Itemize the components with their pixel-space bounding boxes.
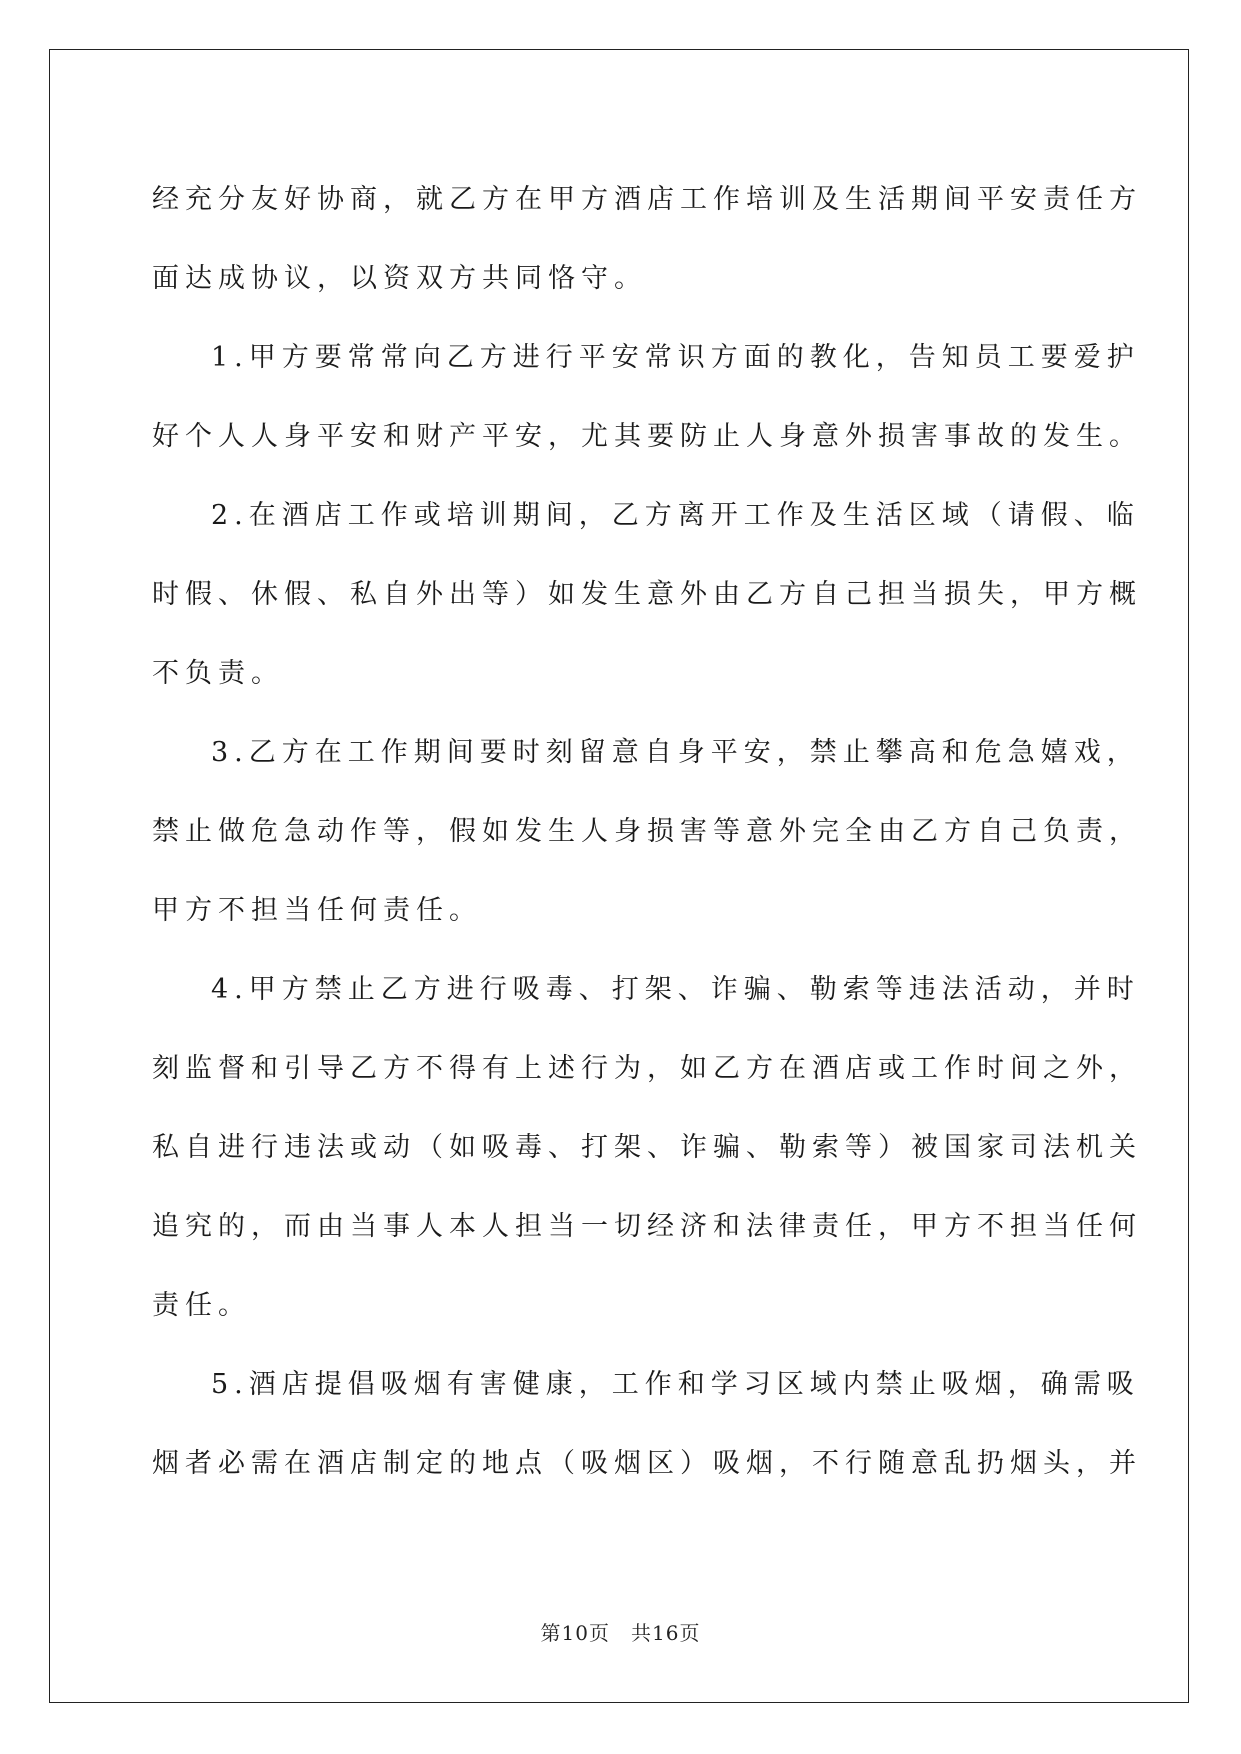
text-line: 4.甲方禁止乙方进行吸毒、打架、诈骗、勒索等违法活动，并时 bbox=[211, 974, 1140, 1005]
text-line: 追究的，而由当事人本人担当一切经济和法律责任，甲方不担当任何 bbox=[152, 1211, 1142, 1242]
text-line: 甲方不担当任何责任。 bbox=[152, 895, 482, 926]
text-line: 禁止做危急动作等，假如发生人身损害等意外完全由乙方自己负责， bbox=[152, 816, 1142, 847]
text-line: 好个人人身平安和财产平安，尤其要防止人身意外损害事故的发生。 bbox=[152, 421, 1142, 452]
text-line: 烟者必需在酒店制定的地点（吸烟区）吸烟，不行随意乱扔烟头，并 bbox=[152, 1448, 1142, 1479]
text-line: 私自进行违法或动（如吸毒、打架、诈骗、勒索等）被国家司法机关 bbox=[152, 1132, 1142, 1163]
text-line: 经充分友好协商，就乙方在甲方酒店工作培训及生活期间平安责任方 bbox=[152, 184, 1142, 215]
text-line: 2.在酒店工作或培训期间，乙方离开工作及生活区域（请假、临 bbox=[211, 500, 1140, 531]
page-number-footer: 第10页 共16页 bbox=[540, 1621, 701, 1645]
text-line: 面达成协议，以资双方共同恪守。 bbox=[152, 263, 647, 294]
text-line: 5.酒店提倡吸烟有害健康，工作和学习区域内禁止吸烟，确需吸 bbox=[211, 1369, 1140, 1400]
text-line: 3.乙方在工作期间要时刻留意自身平安，禁止攀高和危急嬉戏， bbox=[211, 737, 1140, 768]
text-line: 刻监督和引导乙方不得有上述行为，如乙方在酒店或工作时间之外， bbox=[152, 1053, 1142, 1084]
text-line: 不负责。 bbox=[152, 658, 284, 689]
text-line: 1.甲方要常常向乙方进行平安常识方面的教化，告知员工要爱护 bbox=[211, 342, 1140, 373]
text-line: 时假、休假、私自外出等）如发生意外由乙方自己担当损失，甲方概 bbox=[152, 579, 1142, 610]
text-line: 责任。 bbox=[152, 1290, 251, 1321]
